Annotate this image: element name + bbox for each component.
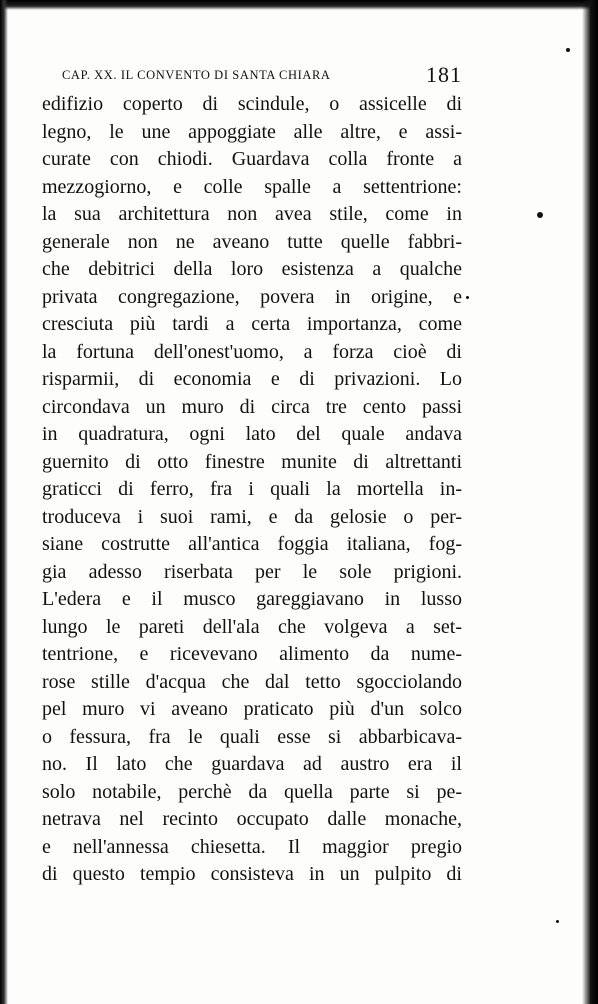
text-line: solo notabile, perchè da quella parte si pe- <box>42 780 462 803</box>
ink-speck <box>566 48 570 52</box>
text-line: edifizio coperto di scindule, o assicelle di <box>42 93 462 115</box>
text-line: generale non ne aveano tutte quelle fabbri- <box>42 230 462 253</box>
ink-speck <box>466 296 469 299</box>
scan-edge-left <box>0 0 8 1004</box>
text-line: siane costrutte all'antica foggia italiana, fog- <box>42 533 462 555</box>
text-line: netrava nel recinto occupato dalle monache, <box>42 808 462 830</box>
text-line: circondava un muro di circa tre cento passi <box>42 395 462 418</box>
text-line: L'edera e il musco gareggiavano in lusso <box>42 588 462 610</box>
running-head: CAP. XX. IL CONVENTO DI SANTA CHIARA <box>62 68 331 82</box>
text-line: in quadratura, ogni lato del quale andava <box>42 423 462 445</box>
page-number: 181 <box>426 62 462 87</box>
text-line: pel muro vi aveano praticato più d'un solco <box>42 698 462 720</box>
text-line: mezzogiorno, e colle spalle a settentrione: <box>42 175 462 198</box>
page-header <box>62 64 462 88</box>
text-line: lungo le pareti dell'ala che volgeva a set- <box>42 615 462 638</box>
text-line: risparmii, di economia e di privazioni. Lo <box>42 368 462 390</box>
text-line: legno, le une appoggiate alle altre, e assi- <box>42 120 462 143</box>
text-line: o fessura, fra le quali esse si abbarbicava- <box>42 725 462 748</box>
text-line: guernito di otto finestre munite di altrettanti <box>42 450 462 473</box>
body-text <box>42 91 462 889</box>
text-line: la sua architettura non avea stile, come in <box>42 203 462 225</box>
ink-speck <box>556 920 559 923</box>
scan-edge-top <box>0 0 598 10</box>
text-line: cresciuta più tardi a certa importanza, come <box>42 313 462 335</box>
ink-speck <box>537 212 543 218</box>
scan-edge-right <box>582 0 598 1004</box>
text-line: troduceva i suoi rami, e da gelosie o per- <box>42 505 462 528</box>
text-line: no. Il lato che guardava ad austro era il <box>42 753 462 775</box>
text-line: graticci di ferro, fra i quali la mortella in- <box>42 478 462 500</box>
text-line: rose stille d'acqua che dal tetto sgocciolando <box>42 670 462 693</box>
text-line: gia adesso riserbata per le sole prigioni. <box>42 560 462 583</box>
text-line: che debitrici della loro esistenza a qualche <box>42 258 462 280</box>
text-line: la fortuna dell'onest'uomo, a forza cioè di <box>42 340 462 363</box>
text-line: di questo tempio consisteva in un pulpito di <box>42 863 462 885</box>
text-line: e nell'annessa chiesetta. Il maggior pregio <box>42 835 462 858</box>
text-line: privata congregazione, povera in origine, e <box>42 285 462 308</box>
text-line: curate con chiodi. Guardava colla fronte a <box>42 148 462 170</box>
text-line: tentrione, e ricevevano alimento da nume- <box>42 643 462 665</box>
